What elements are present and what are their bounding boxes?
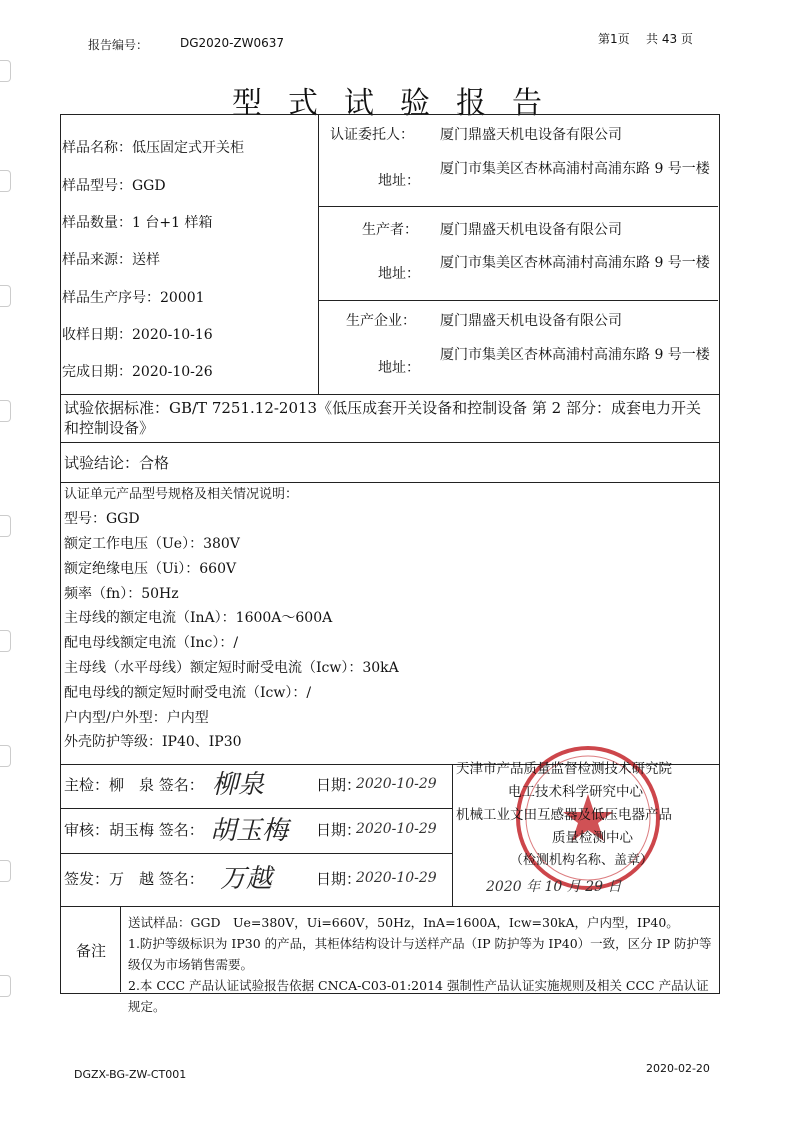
sample-name: 样品名称：低压固定式开关柜 <box>62 140 244 156</box>
footer-form-code: DGZX-BG-ZW-CT001 <box>74 1068 187 1081</box>
issuer-signature: 万越 <box>220 864 273 894</box>
client-address-label: 地址： <box>378 173 420 189</box>
binder-hole <box>0 515 11 537</box>
divider <box>120 906 121 992</box>
org-line-2: 电工技术科学研究中心 <box>508 784 643 800</box>
producer-address: 厦门市集美区杏林高浦村高浦东路 9 号一楼 <box>440 255 710 271</box>
reviewer-signature: 胡玉梅 <box>210 816 289 846</box>
divider <box>60 482 720 483</box>
divider <box>60 906 720 907</box>
factory-label: 生产企业： <box>346 313 416 329</box>
spec-item: 额定绝缘电压（Ui）：660V <box>64 561 237 577</box>
org-line-4: 质量检测中心 <box>552 830 633 846</box>
remark-line: 送试样品：GGD Ue=380V，Ui=660V，50Hz，InA=1600A，Icw=30kA，户内型，IP40。 <box>128 915 679 930</box>
divider <box>452 764 453 906</box>
spec-heading: 认证单元产品型号规格及相关情况说明： <box>64 487 299 502</box>
client-label: 认证委托人： <box>330 127 414 143</box>
divider <box>60 808 452 809</box>
binder-hole <box>0 170 11 192</box>
divider <box>318 300 718 301</box>
reviewer-date: 2020-10-29 <box>356 821 437 837</box>
sample-source: 样品来源：送样 <box>62 252 160 268</box>
divider <box>60 394 720 395</box>
inspector-role: 主检：柳 泉 签名： <box>64 776 204 794</box>
remarks-label: 备注 <box>76 942 107 960</box>
spec-item: 型号：GGD <box>64 511 140 527</box>
sample-model: 样品型号：GGD <box>62 178 166 194</box>
report-no-label: 报告编号： <box>88 38 149 52</box>
issuer-role: 签发：万 越 签名： <box>64 870 204 888</box>
inspector-date: 2020-10-29 <box>356 776 437 792</box>
spec-item: 配电母线额定电流（Inc）：/ <box>64 635 239 651</box>
binder-hole <box>0 285 11 307</box>
spec-item: 外壳防护等级：IP40、IP30 <box>64 734 242 750</box>
inspector-date-label: 日期： <box>316 776 362 794</box>
binder-hole <box>0 400 11 422</box>
divider <box>318 206 718 207</box>
sample-quantity: 样品数量：1 台+1 样箱 <box>62 215 213 231</box>
remark-line: 1.防护等级标识为 IP30 的产品，其柜体结构设计与送样产品（IP 防护等为 IP40）一致，区分 IP 防护等级仅为市场销售需要。 <box>128 936 712 972</box>
org-line-3: 机械工业文田互感器及低压电器产品 <box>456 807 672 823</box>
divider <box>318 114 319 394</box>
issuer-date: 2020-10-29 <box>356 870 437 886</box>
divider <box>60 853 452 854</box>
factory-name: 厦门鼎盛天机电设备有限公司 <box>440 313 622 329</box>
spec-item: 配电母线的额定短时耐受电流（Icw）：/ <box>64 685 312 701</box>
page-title: 型式试验报告 <box>232 86 568 121</box>
footer-date: 2020-02-20 <box>646 1062 710 1075</box>
spec-item: 额定工作电压（Ue）：380V <box>64 536 240 552</box>
finish-date: 完成日期：2020-10-26 <box>62 364 213 380</box>
sample-serial: 样品生产序号：20001 <box>62 290 205 306</box>
spec-item: 频率（fn）：50Hz <box>64 586 179 602</box>
report-no: DG2020-ZW0637 <box>180 36 285 50</box>
remark-line: 2.本 CCC 产品认证试验报告依据 CNCA-C03-01:2014 强制性产品认证实施规则及相关 CCC 产品认证规定。 <box>128 978 709 1014</box>
binder-hole <box>0 630 11 652</box>
spec-item: 户内型/户外型：户内型 <box>64 710 209 726</box>
divider <box>60 442 720 443</box>
receive-date: 收样日期：2020-10-16 <box>62 327 213 343</box>
spec-item: 主母线（水平母线）额定短时耐受电流（Icw）：30kA <box>64 660 399 676</box>
inspector-signature: 柳泉 <box>212 770 265 800</box>
producer-label: 生产者： <box>362 222 418 238</box>
binder-hole <box>0 745 11 767</box>
binder-hole <box>0 975 11 997</box>
producer-address-label: 地址： <box>378 266 420 282</box>
factory-address: 厦门市集美区杏林高浦村高浦东路 9 号一楼 <box>440 347 710 363</box>
remarks-content <box>128 912 712 1017</box>
factory-address-label: 地址： <box>378 360 420 376</box>
page-number: 第1页 <box>598 32 630 46</box>
binder-hole <box>0 860 11 882</box>
reviewer-date-label: 日期： <box>316 821 362 839</box>
page-total: 共 43 页 <box>646 32 693 46</box>
sign-date: 2020 年 10 月 29 日 <box>486 879 622 895</box>
producer-name: 厦门鼎盛天机电设备有限公司 <box>440 222 622 238</box>
client-name: 厦门鼎盛天机电设备有限公司 <box>440 127 622 143</box>
test-standard: 试验依据标准：GB/T 7251.12-2013《低压成套开关设备和控制设备 第 2 部分：成套电力开关和控制设备》 <box>64 399 701 437</box>
reviewer-role: 审核：胡玉梅 签名： <box>64 821 204 839</box>
org-line-1: 天津市产品质量监督检测技术研究院 <box>456 761 672 777</box>
seal-note: （检测机构名称、盖章） <box>510 853 654 868</box>
client-address: 厦门市集美区杏林高浦村高浦东路 9 号一楼 <box>440 161 710 177</box>
issuer-date-label: 日期： <box>316 870 362 888</box>
spec-item: 主母线的额定电流（InA）：1600A～600A <box>64 610 333 626</box>
test-conclusion: 试验结论：合格 <box>64 454 170 472</box>
